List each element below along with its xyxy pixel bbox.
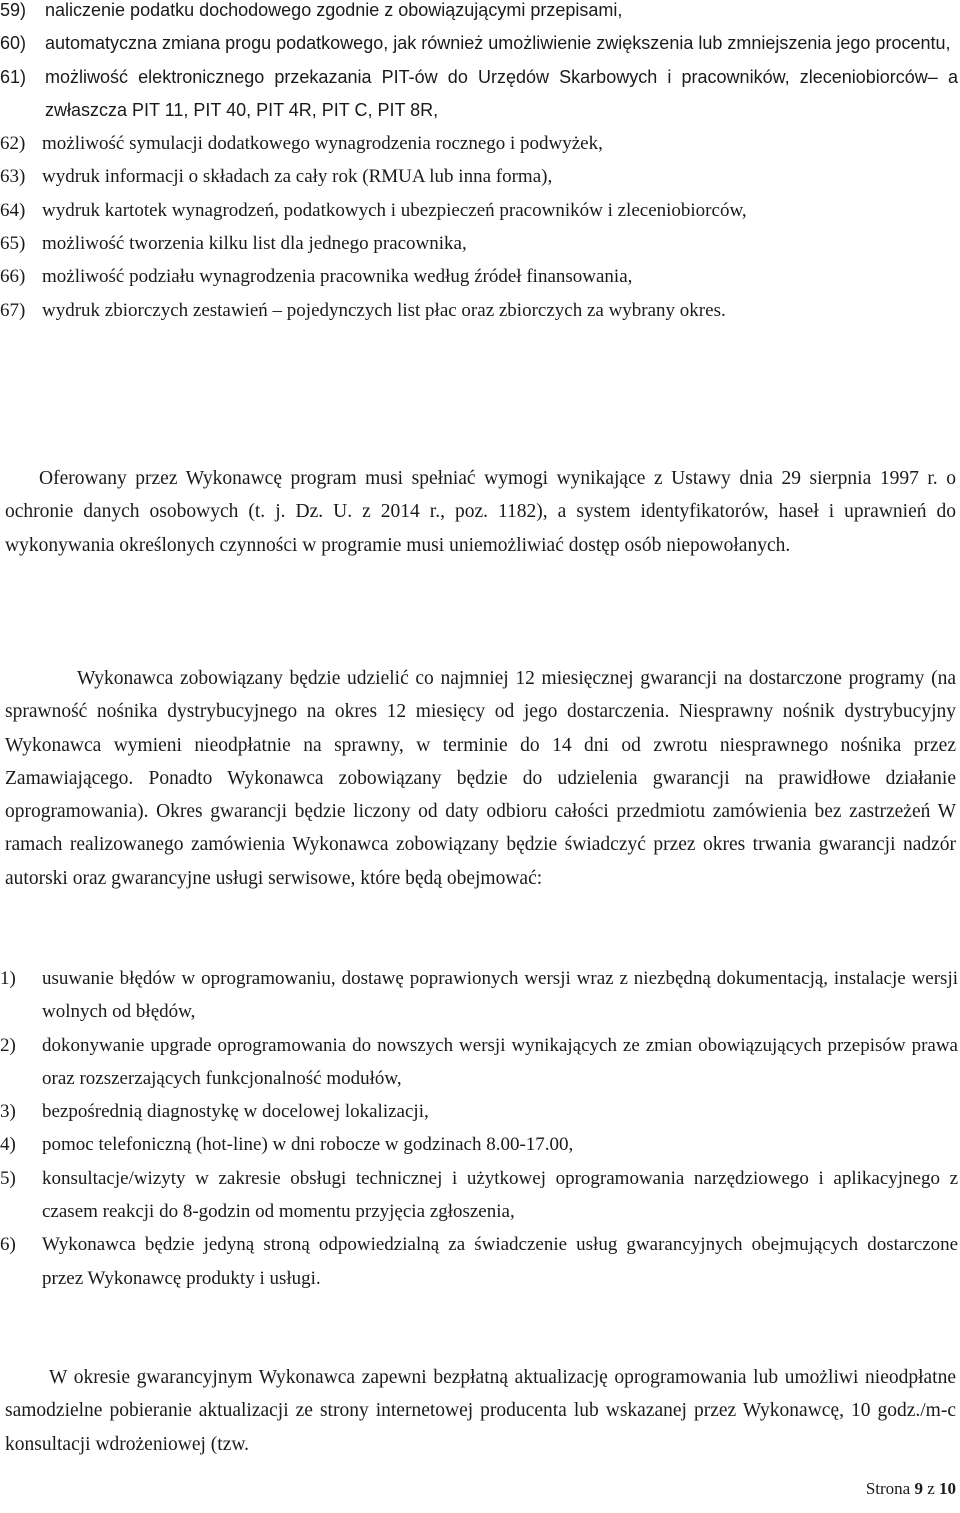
list-item-text: automatyczna zmiana progu podatkowego, jak również umożliwienie zwiększenia lub zmniejszenia jego procentu, [45,33,951,54]
list-item-text: możliwość elektronicznego przekazania PIT-ów do Urzędów Skarbowych i pracowników, zleceniobiorców– a zwłaszcza PIT 11, PIT 40, PIT 4R, PIT C, PIT 8R, [45,66,958,120]
list-item-number: 63) [0,166,26,188]
warranty-services-list [0,962,960,1295]
list-item [0,227,960,260]
footer-prefix: Strona [865,1479,915,1498]
list-item-text: możliwość tworzenia kilku list dla jednego pracownika, [42,233,467,255]
list-item-text: konsultacje/wizyty w zakresie obsługi technicznej i użytkowej oprogramowania narzędziowego i aplikacyjnego z czasem reakcji do 8-godzin od momentu przyjęcia zgłoszenia, [42,1167,958,1223]
list-item-number: 1) [0,968,16,989]
list-item [0,1095,960,1128]
list-item-number: 59) [0,0,27,20]
list-item-number: 60) [0,33,27,54]
footer-mid: z [922,1479,939,1498]
page-footer [866,1479,956,1499]
footer-total-pages: 10 [939,1479,956,1498]
list-item-text: dokonywanie upgrade oprogramowania do nowszych wersji wynikających ze zmian obowiązujących przepisów prawa oraz rozszerzających funkcjonalność modułów, [42,1034,958,1089]
list-item-text: wydruk informacji o składach za cały rok (RMUA lub inna forma), [42,166,553,188]
updates-paragraph: W okresie gwarancyjnym Wykonawca zapewni bezpłatną aktualizację oprogramowania lub umożliwi nieodpłatne samodzielne pobieranie aktualizacji ze strony internetowej producenta lub wskazanej przez Wykonawcę, 10 godz./m-c konsultacji wdrożeniowej (tzw. [5,1367,956,1455]
list-item-text: bezpośrednią diagnostykę w docelowej lokalizacji, [42,1101,429,1123]
footer-page-number: 9 [914,1479,923,1498]
list-item [0,194,960,227]
warranty-paragraph: Wykonawca zobowiązany będzie udzielić co najmniej 12 miesięcznej gwarancji na dostarczone programy (na sprawność nośnika dystrybucyjnego na okres 12 miesięcy od jego dostarczenia. Niesprawny nośnik dystrybucyjny Wykonawca wymieni nieodpłatnie na sprawny, w terminie do 14 dni od zwrotu niesprawnego nośnika przez Zamawiającego. Ponadto Wykonawca zobowiązany będzie do udzielenia gwarancji na prawidłowe działanie oprogramowania). Okres gwarancji będzie liczony od daty odbioru całości przedmiotu zamówienia bez zastrzeżeń W ramach realizowanego zamówienia Wykonawca zobowiązany będzie świadczyć przez okres trwania gwarancji nadzór autorski oraz gwarancyjne usługi serwisowe, które będą obejmować: [5,668,956,889]
list-item [0,160,960,193]
list-item-number: 66) [0,266,26,288]
list-item [0,27,960,60]
security-paragraph: Oferowany przez Wykonawcę program musi spełniać wymogi wynikające z Ustawy dnia 29 sierpnia 1997 r. o ochronie danych osobowych (t. j. Dz. U. z 2014 r., poz. 1182), a system identyfikatorów, haseł i uprawnień do wykonywania określonych czynności w programie musi uniemożliwiać dostęp osób niepowołanych. [5,468,956,556]
list-item [0,962,960,1029]
list-item [0,260,960,293]
list-item-number: 5) [0,1167,16,1189]
list-item-text: Wykonawca będzie jedyną stroną odpowiedzialną za świadczenie usług gwarancyjnych obejmujących dostarczone przez Wykonawcę produkty i usługi. [42,1234,958,1289]
list-item [0,1128,960,1161]
list-item-text: wydruk zbiorczych zestawień – pojedynczych list płac oraz zbiorczych za wybrany okres. [42,299,726,321]
list-item-number: 62) [0,133,26,155]
list-item-text: możliwość podziału wynagrodzenia pracownika według źródeł finansowania, [42,266,633,288]
list-item [0,1029,960,1096]
list-item [0,1228,960,1295]
list-item [0,1162,960,1229]
list-item-number: 67) [0,299,26,321]
list-item-text: możliwość symulacji dodatkowego wynagrodzenia rocznego i podwyżek, [42,133,603,155]
list-item [0,0,960,27]
list-item [0,61,960,128]
list-item [0,294,960,327]
list-item-number: 64) [0,199,26,221]
list-item-number: 2) [0,1034,16,1056]
requirements-list [0,0,960,327]
list-item-number: 65) [0,233,26,255]
list-item-number: 61) [0,66,27,87]
list-item-text: wydruk kartotek wynagrodzeń, podatkowych i ubezpieczeń pracowników i zleceniobiorców, [42,199,747,221]
list-item-text: pomoc telefoniczną (hot-line) w dni robocze w godzinach 8.00-17.00, [42,1134,574,1156]
list-item-number: 6) [0,1234,16,1256]
list-item-text: usuwanie błędów w oprogramowaniu, dostawę poprawionych wersji wraz z niezbędną dokumentacją, instalacje wersji wolnych od błędów, [42,968,958,1023]
list-item-text: naliczenie podatku dochodowego zgodnie z obowiązującymi przepisami, [45,0,623,20]
list-item-number: 4) [0,1134,16,1156]
list-item-number: 3) [0,1101,16,1123]
list-item [0,127,960,160]
